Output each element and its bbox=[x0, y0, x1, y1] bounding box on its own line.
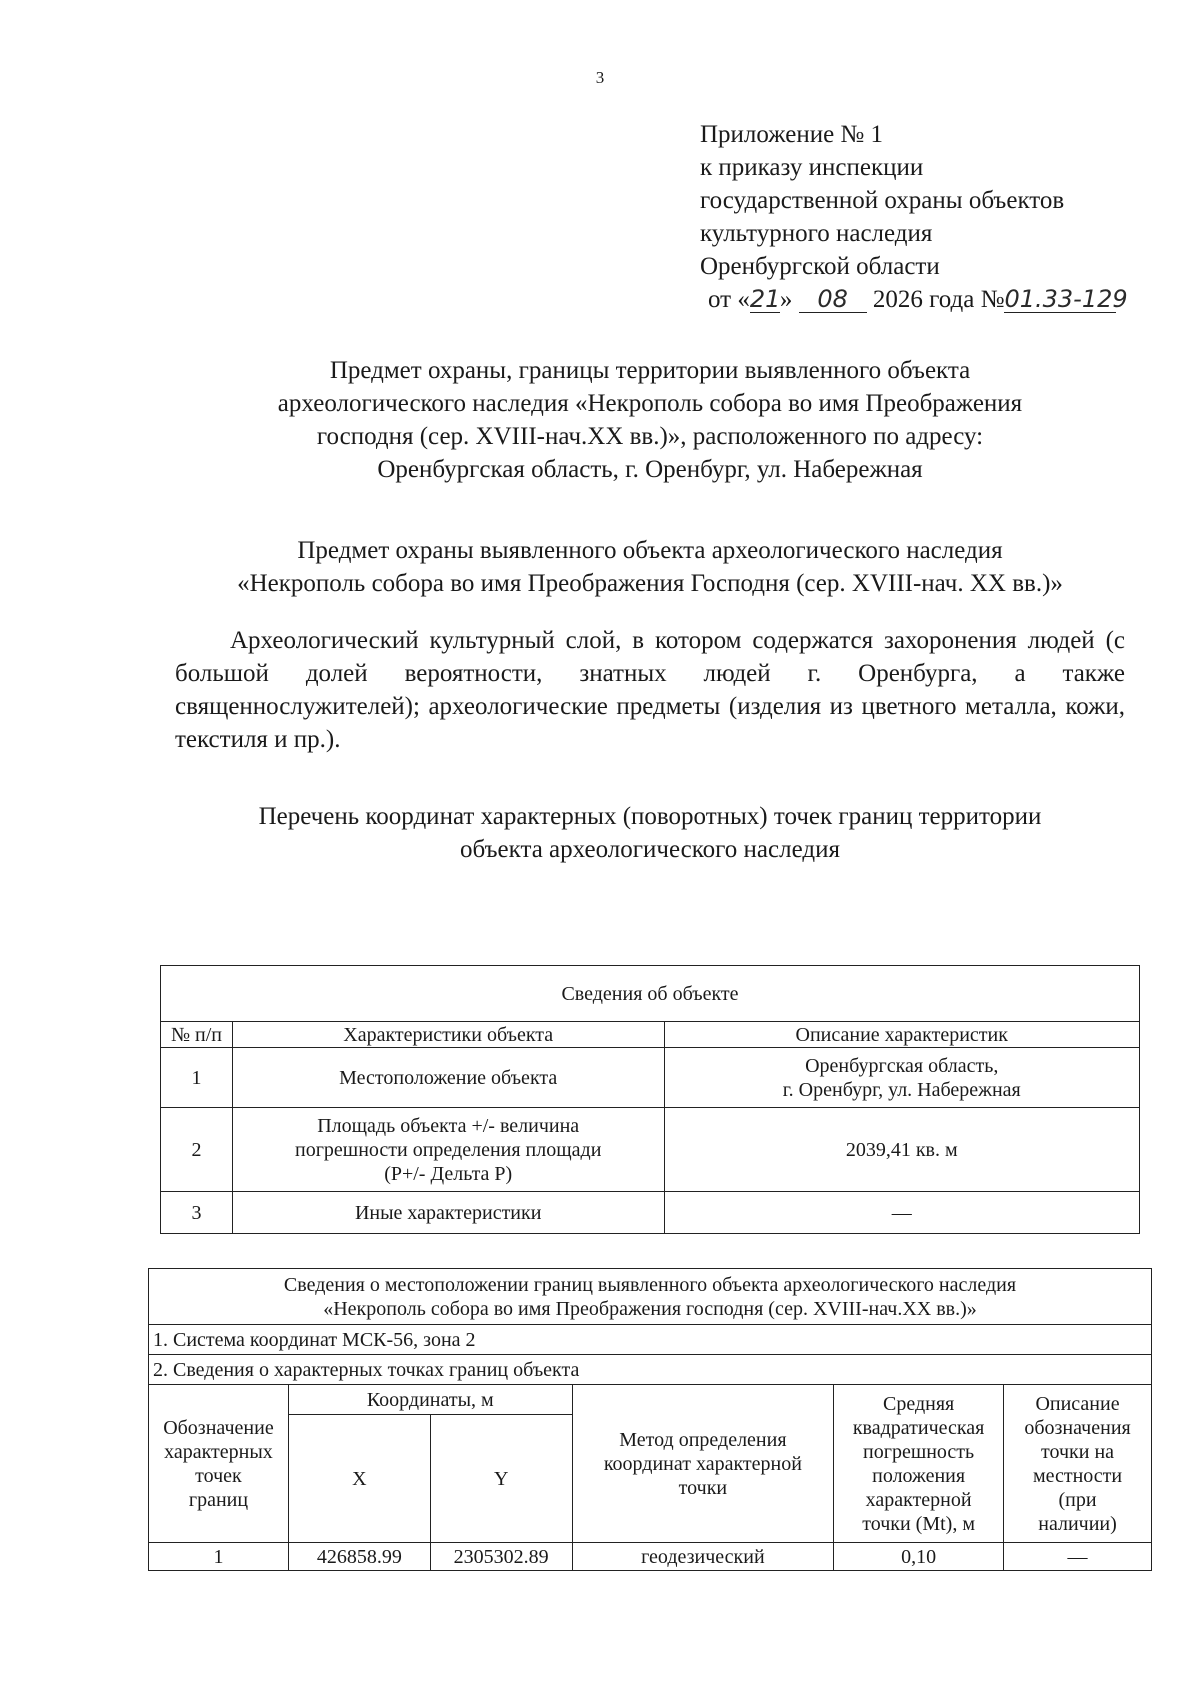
text-line: квадратическая bbox=[852, 1416, 985, 1439]
table-row bbox=[149, 1543, 1152, 1571]
text-line: точки на bbox=[1041, 1440, 1115, 1463]
boundary-location-table bbox=[148, 1268, 1152, 1571]
y-header: Y bbox=[430, 1415, 572, 1543]
order-number: 01.33-129 bbox=[1004, 285, 1128, 313]
text-line: обозначения bbox=[1024, 1416, 1131, 1439]
point-header bbox=[149, 1385, 289, 1543]
x-coordinate: 426858.99 bbox=[288, 1543, 430, 1571]
point-id: 1 bbox=[149, 1543, 289, 1571]
coordinates-title bbox=[150, 800, 1150, 866]
date-prefix: от « bbox=[708, 286, 750, 313]
characteristic-description bbox=[664, 1048, 1140, 1108]
text-line: погрешности определения площади bbox=[295, 1138, 602, 1161]
characteristic-description: 2039,41 кв. м bbox=[664, 1108, 1140, 1192]
text-line: координат характерной bbox=[603, 1452, 802, 1475]
row-number: 3 bbox=[161, 1192, 233, 1234]
title-line: «Некрополь собора во имя Преображения Господня (сер. XVIII-нач. XX вв.)» bbox=[237, 570, 1063, 597]
title-line: археологического наследия «Некрополь собора во имя Преображения bbox=[277, 390, 1023, 417]
title-line: Предмет охраны, границы территории выявленного объекта bbox=[329, 357, 971, 384]
date-mid: » bbox=[779, 286, 793, 313]
row-number: 1 bbox=[161, 1048, 233, 1108]
title-line: Перечень координат характерных (поворотных) точек границ территории bbox=[258, 803, 1042, 830]
subject-description: Археологический культурный слой, в котором содержатся захоронения людей (с большой долей вероятности, знатных людей г. Оренбурга, а также священнослужителей); археологические предметы (изделия из цветного металла, кожи, текстиля и пр.). bbox=[175, 627, 1125, 753]
characteristic-name: Иные характеристики bbox=[232, 1192, 664, 1234]
column-header: Характеристики объекта bbox=[232, 1022, 664, 1048]
text-line: Оренбургская область, bbox=[805, 1054, 999, 1077]
text-line: «Некрополь собора во имя Преображения господня (сер. XVIII-нач.XX вв.)» bbox=[323, 1297, 977, 1320]
text-line: границ bbox=[188, 1488, 249, 1511]
y-coordinate: 2305302.89 bbox=[430, 1543, 572, 1571]
subject-title bbox=[150, 534, 1150, 600]
appendix-line: государственной охраны объектов bbox=[700, 187, 1065, 214]
points-section-row: 2. Сведения о характерных точках границ объекта bbox=[149, 1355, 1152, 1385]
appendix-line: Приложение № 1 bbox=[700, 121, 884, 148]
characteristic-description: — bbox=[664, 1192, 1140, 1234]
appendix-line: к приказу инспекции bbox=[700, 154, 924, 181]
characteristic-name bbox=[232, 1108, 664, 1192]
order-month: 08 bbox=[799, 286, 867, 313]
column-header: Описание характеристик bbox=[664, 1022, 1140, 1048]
text-line: погрешность bbox=[863, 1440, 975, 1463]
method: геодезический bbox=[572, 1543, 834, 1571]
table-row bbox=[161, 1048, 1140, 1108]
text-line: положения bbox=[872, 1464, 966, 1487]
text-line: Сведения о местоположении границ выявленного объекта археологического наследия bbox=[283, 1273, 1017, 1296]
coordinates-header: Координаты, м bbox=[288, 1385, 572, 1415]
order-year: 2026 года № bbox=[872, 286, 1005, 313]
text-line: точки bbox=[678, 1476, 728, 1499]
text-line: (при bbox=[1058, 1488, 1097, 1511]
document-title bbox=[150, 354, 1150, 486]
table-row bbox=[161, 1108, 1140, 1192]
column-header: № п/п bbox=[161, 1022, 233, 1048]
point-description: — bbox=[1004, 1543, 1152, 1571]
text-line: г. Оренбург, ул. Набережная bbox=[782, 1078, 1021, 1101]
description-header bbox=[1004, 1385, 1152, 1543]
x-header: X bbox=[288, 1415, 430, 1543]
order-day: 21 bbox=[749, 285, 781, 313]
title-line: объекта археологического наследия bbox=[460, 836, 840, 863]
text-line: Метод определения bbox=[619, 1428, 787, 1451]
error-value: 0,10 bbox=[834, 1543, 1004, 1571]
text-line: характерных bbox=[164, 1440, 273, 1463]
method-header bbox=[572, 1385, 834, 1543]
title-line: господня (сер. XVIII-нач.XX вв.)», расположенного по адресу: bbox=[316, 423, 984, 450]
text-line: наличии) bbox=[1038, 1512, 1117, 1535]
appendix-line: культурного наследия bbox=[700, 220, 933, 247]
text-line: точек bbox=[195, 1464, 242, 1487]
coordinate-system-row: 1. Система координат МСК-56, зона 2 bbox=[149, 1325, 1152, 1355]
text-line: Площадь объекта +/- величина bbox=[317, 1114, 580, 1137]
table-row bbox=[161, 1192, 1140, 1234]
text-line: (P+/- Дельта P) bbox=[384, 1162, 513, 1185]
table-caption: Сведения об объекте bbox=[161, 966, 1140, 1022]
text-line: Обозначение bbox=[163, 1416, 274, 1439]
order-date-line bbox=[708, 283, 1128, 316]
text-line: характерной bbox=[865, 1488, 972, 1511]
appendix-line: Оренбургской области bbox=[700, 253, 940, 280]
appendix-header bbox=[700, 118, 1128, 316]
title-line: Предмет охраны выявленного объекта археологического наследия bbox=[297, 537, 1003, 564]
text-line: Средняя bbox=[883, 1392, 955, 1415]
characteristic-name: Местоположение объекта bbox=[232, 1048, 664, 1108]
row-number: 2 bbox=[161, 1108, 233, 1192]
error-header bbox=[834, 1385, 1004, 1543]
title-line: Оренбургская область, г. Оренбург, ул. Набережная bbox=[377, 456, 923, 483]
table-caption bbox=[149, 1269, 1152, 1325]
object-info-table bbox=[160, 965, 1140, 1234]
page-number: 3 bbox=[595, 68, 605, 87]
text-line: местности bbox=[1032, 1464, 1123, 1487]
text-line: точки (Mt), м bbox=[862, 1512, 975, 1535]
text-line: Описание bbox=[1035, 1392, 1120, 1415]
